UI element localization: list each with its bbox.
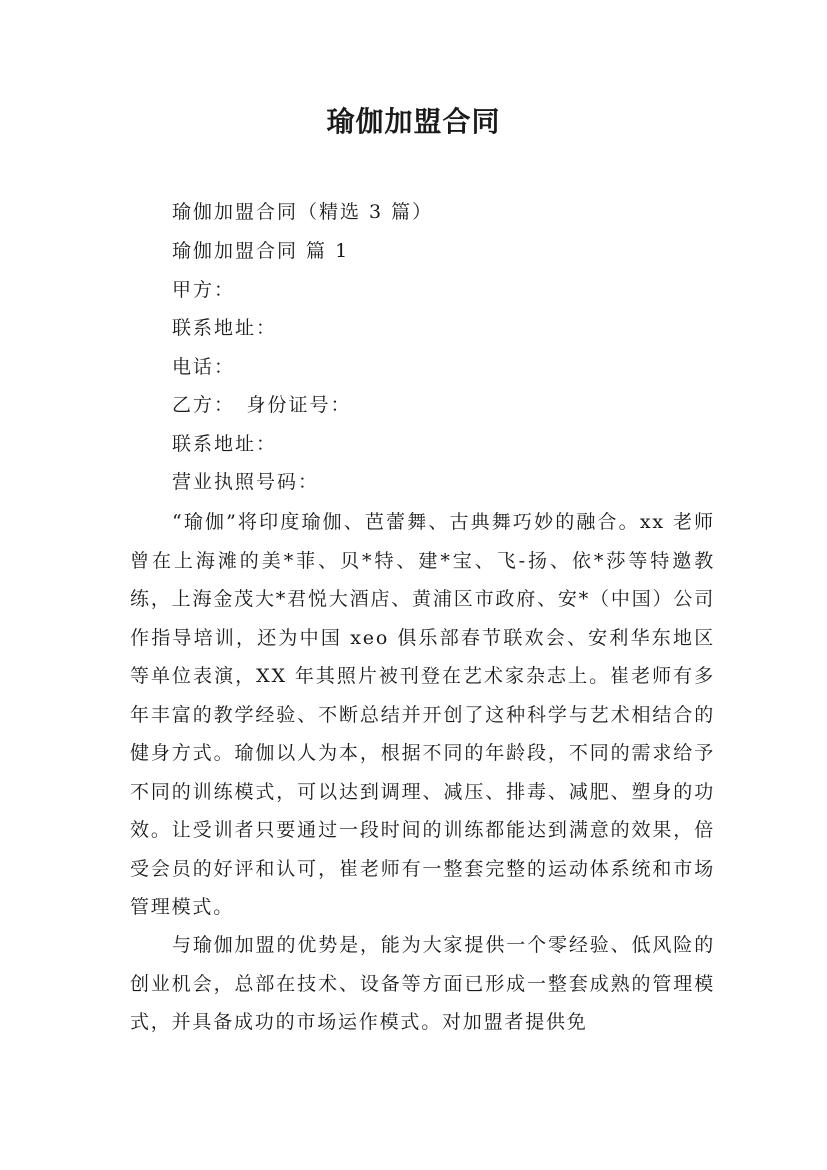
body-paragraph-intro: “瑜伽”将印度瑜伽、芭蕾舞、古典舞巧妙的融合。xx 老师曾在上海滩的美*菲、贝*特、建*宝、飞-扬、依*莎等特邀教练，上海金茂大*君悦大酒店、黄浦区市政府、安*（中国）公司作指导培训，还为中国 xeo 俱乐部春节联欢会、安利华东地区等单位表演，XX 年其照片被刊登在艺术家杂志上。崔老师有多年丰富的教学经验、不断总结并开创了这种科学与艺术相结合的健身方式。瑜伽以人为本，根据不同的年龄段，不同的需求给予不同的训练模式，可以达到调理、减压、排毒、减肥、塑身的功效。让受训者只要通过一段时间的训练都能达到满意的效果，倍受会员的好评和认可，崔老师有一整套完整的运动体系统和市场管理模式。 xyxy=(130,511,715,918)
party-a-address-label: 联系地址： xyxy=(172,317,278,339)
subtitle-part: 瑜伽加盟合同 篇 1 xyxy=(172,240,350,262)
business-license-label: 营业执照号码： xyxy=(172,471,320,493)
party-b-address-label: 联系地址： xyxy=(172,433,278,455)
party-a-label: 甲方： xyxy=(172,279,236,301)
subtitle-selection: 瑜伽加盟合同（精选 3 篇） xyxy=(172,201,434,223)
document-title: 瑜伽加盟合同 xyxy=(326,105,501,138)
party-a-phone-label: 电话： xyxy=(172,356,236,378)
party-b-label: 乙方： 身份证号： xyxy=(172,394,352,416)
body-paragraph-advantages: 与瑜伽加盟的优势是，能为大家提供一个零经验、低风险的创业机会，总部在技术、设备等方面已形成一整套成熟的管理模式，并具备成功的市场运作模式。对加盟者提供免 xyxy=(130,934,715,1033)
